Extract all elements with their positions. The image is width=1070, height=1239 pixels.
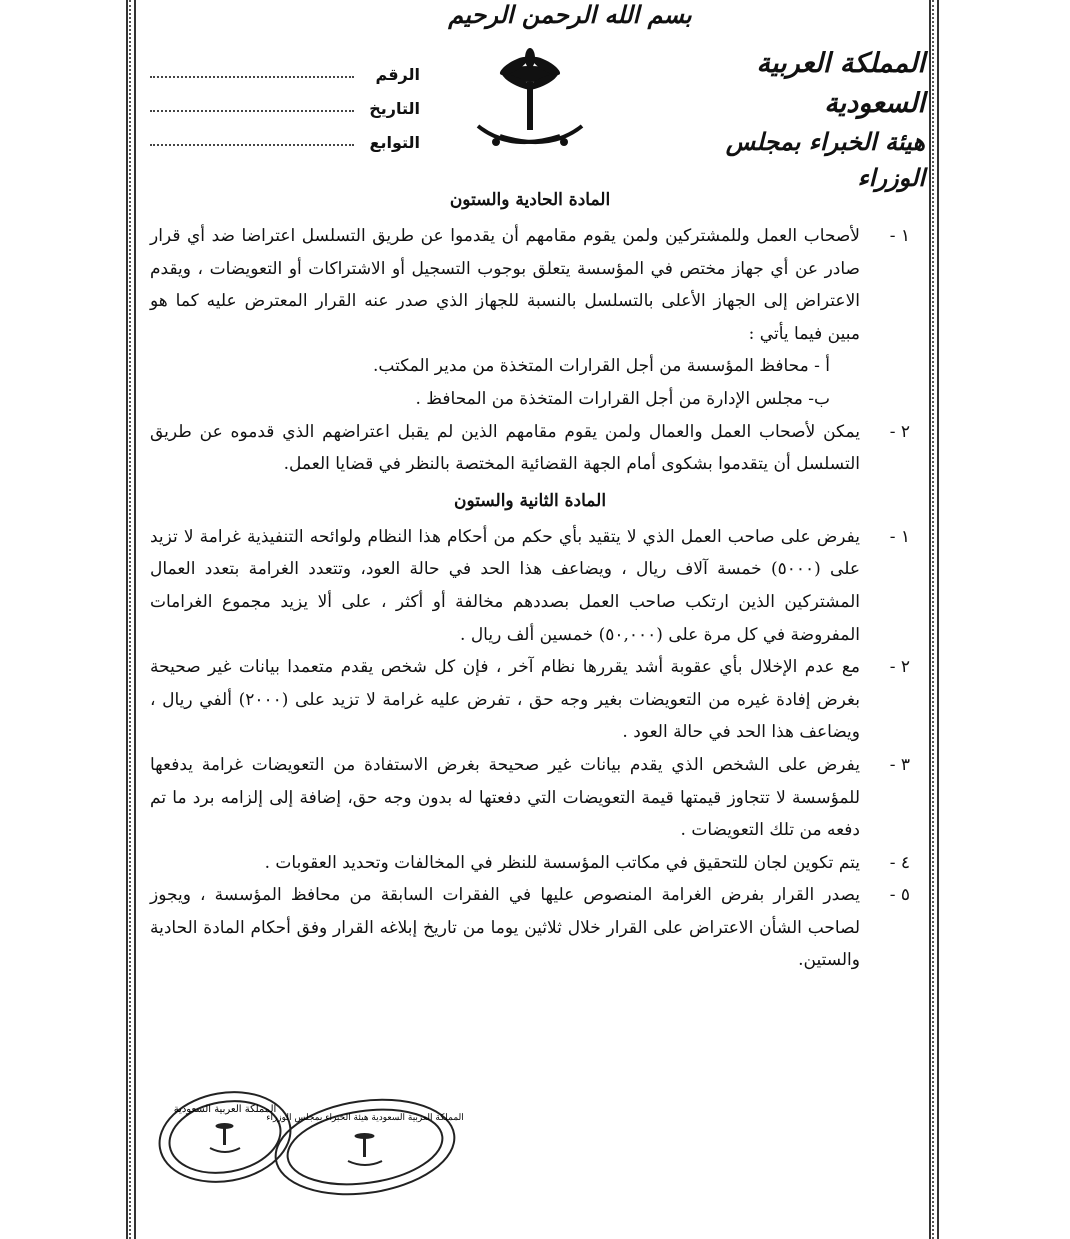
date-line: [150, 92, 354, 112]
article-61-item-1: [150, 220, 910, 350]
article-62-title: المادة الثانية والستون: [453, 490, 607, 511]
item-text: يتم تكوين لجان للتحقيق في مكاتب المؤسسة للنظر في المخالفات وتحديد العقوبات .: [264, 852, 860, 873]
ref-number-row: [150, 50, 420, 84]
item-text: أ - محافظ المؤسسة من أجل القرارات المتخذة من مدير المكتب.: [373, 356, 830, 377]
item-number: ٢ -: [889, 421, 910, 442]
article-62-item-1: [150, 521, 910, 651]
item-text: مع عدم الإخلال بأي عقوبة أشد يقررها نظام آخر ، فإن كل شخص يقدم متعمدا بيانات غير صحيحة بغرض إفادة غيره من التعويضات بغير وجه حق ، تفرض عليه غرامة لا تزيد على (٢٠٠٠) ألفي ريال ، ويضاعف هذا الحد في حالة العود .: [150, 657, 860, 743]
item-number: ٣ -: [889, 754, 910, 775]
article-62-item-5: [150, 879, 910, 977]
article-61-item-2: [150, 416, 910, 481]
date-label: التاريخ: [369, 99, 420, 118]
item-text: ب- مجلس الإدارة من أجل القرارات المتخذة من المحافظ .: [415, 388, 830, 409]
right-border: [929, 0, 939, 1239]
article-61-item-a: [150, 350, 910, 383]
item-text: يفرض على صاحب العمل الذي لا يتقيد بأي حكم من أحكام هذا النظام ولوائحه التنفيذية غرامة لا تزيد على (٥٠٠٠) خمسة آلاف ريال ، ويضاعف هذا الحد في حالة العود، وتتعدد الغرامة بتعدد العمال المشتركين الذين ارتكب صاحب العمل بصددهم مخالفة أو أكثر ، على ألا يزيد مجموع الغرامات المفروضة في كل مرة على (٥٠,٠٠٠) خمسين ألف ريال .: [150, 526, 860, 645]
article-62-item-4: [150, 847, 910, 880]
ref-number-label: الرقم: [375, 65, 420, 84]
ref-number-line: [150, 58, 354, 78]
item-number: ١ -: [889, 526, 910, 547]
palm-swords-emblem-icon: [470, 44, 590, 164]
attachments-line: [150, 126, 354, 146]
basmala: بسم الله الرحمن الرحيم: [448, 0, 692, 29]
reference-fields: [150, 50, 420, 152]
official-stamps-icon: [150, 1082, 470, 1202]
item-text: يصدر القرار بفرض الغرامة المنصوص عليها في الفقرات السابقة من محافظ المؤسسة ، ويجوز لصاحب الشأن الاعتراض على القرار خلال ثلاثين يوما من تاريخ إبلاغه القرار وفق أحكام المادة الحادية والستين.: [150, 885, 860, 971]
document-body: [150, 180, 910, 977]
item-number: [830, 383, 880, 416]
attachments-label: التوابع: [369, 133, 420, 152]
attachments-row: [150, 118, 420, 152]
item-text: لأصحاب العمل وللمشتركين ولمن يقوم مقامهم أن يقدموا عن طريق التسلسل اعتراضا ضد أي قرار صادر عن أي جهاز مختص في المؤسسة يتعلق بوجوب التسجيل أو الاشتراكات أو التعويضات ، ويقدم الاعتراض إلى الجهاز الأعلى بالتسلسل بالنسبة للجهاز الذي صدر عنه القرار المعترض عليه كما هو مبين فيما يأتي :: [150, 226, 860, 344]
stamp-2-text: المملكة العربية السعودية هيئة الخبراء بمجلس الوزراء: [266, 1113, 464, 1123]
item-number: ٢ -: [889, 657, 910, 678]
item-number: ١ -: [889, 226, 910, 246]
left-border: [126, 0, 136, 1239]
date-row: [150, 84, 420, 118]
org-line-1: المملكة العربية السعودية: [756, 48, 925, 119]
article-62-item-3: [150, 749, 910, 847]
article-62-item-2: [150, 651, 910, 749]
organization-name: [690, 44, 925, 196]
item-number: ٥ -: [889, 885, 910, 906]
item-text: يفرض على الشخص الذي يقدم بيانات غير صحيحة بغرض الاستفادة من التعويضات غرامة يدفعها للمؤسسة لا تتجاوز قيمتها قيمة التعويضات التي دفعتها له بدون وجه حق، إضافة إلى إلزامه برد ما تم دفعه من تلك التعويضات .: [150, 754, 860, 841]
org-line-2: هيئة الخبراء بمجلس الوزراء: [725, 127, 925, 192]
stamp-1-text: المملكة العربية السعودية: [173, 1104, 277, 1115]
article-61-item-b: [150, 383, 910, 416]
item-text: يمكن لأصحاب العمل والعمال ولمن يقوم مقامهم الذين لم يقبل اعتراضهم الذي قدموه عن طريق التسلسل أن يتقدموا بشكوى أمام الجهة القضائية المختصة بالنظر في قضايا العمل.: [150, 421, 860, 475]
item-number: ٤ -: [889, 852, 910, 873]
item-number: [830, 350, 880, 383]
article-61-title: المادة الحادية والستون: [449, 190, 611, 210]
